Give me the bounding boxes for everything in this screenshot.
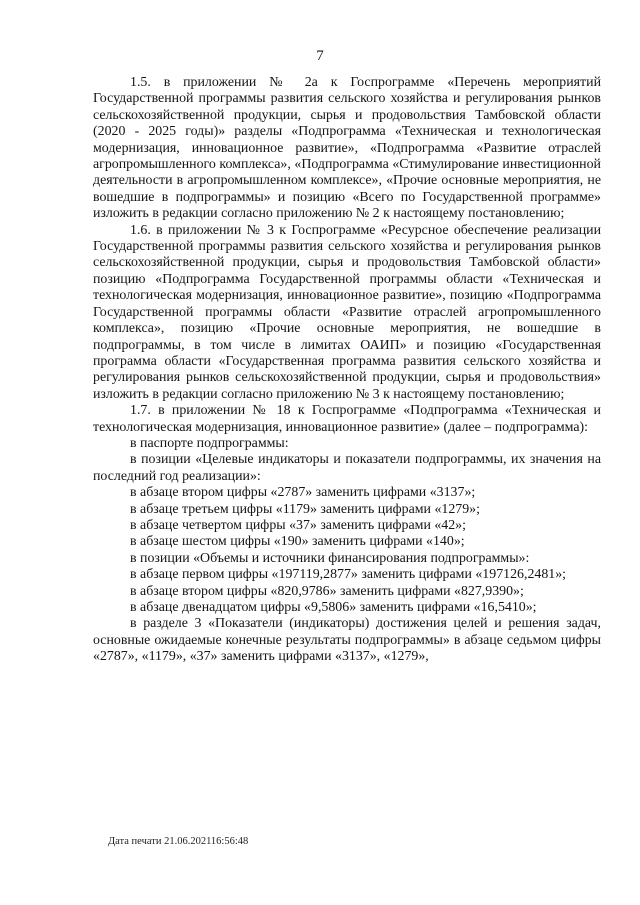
paragraph-fin-abzac-2: в абзаце втором цифры «820,9786» заменить цифрами «827,9390»;	[130, 583, 524, 599]
paragraph-section-3: в разделе 3 «Показатели (индикаторы) достижения целей и решения задач, основные ожидаемые конечные результаты подпрограммы» в абзаце седьмом цифры «2787», «1179», «37» заменить цифрами «3137», «1279»,	[93, 616, 601, 665]
print-date: Дата печати 21.06.202116:56:48	[108, 836, 249, 847]
paragraph-abzac-4: в абзаце четвертом цифры «37» заменить цифрами «42»;	[130, 517, 466, 533]
paragraph-target-indicators: в позиции «Целевые индикаторы и показатели подпрограммы, их значения на последний год реализации»:	[93, 452, 601, 484]
paragraph-passport: в паспорте подпрограммы:	[130, 435, 289, 451]
paragraph-1-5: 1.5. в приложении № 2а к Госпрограмме «Перечень мероприятий Государственной программы развития сельского хозяйства и регулирования рынков сельскохозяйственной продукции, сырья и продовольствия Тамбовской области (2020 - 2025 годы)» разделы «Подпрограмма «Техническая и технологическая модернизация, инновационное развитие», «Подпрограмма «Развитие отраслей агропромышленного комплекса», «Подпрограмма «Стимулирование инвестиционной деятельности в агропромышленном комплексе», «Прочие основные мероприятия, не вошедшие в подпрограммы» и позицию «Всего по Государственной программе» изложить в редакции согласно приложению № 2 к настоящему постановлению;	[93, 75, 601, 222]
page-number: 7	[316, 48, 324, 64]
document-body	[93, 75, 601, 666]
paragraph-abzac-6: в абзаце шестом цифры «190» заменить цифрами «140»;	[130, 534, 465, 550]
paragraph-fin-abzac-1: в абзаце первом цифры «197119,2877» заменить цифрами «197126,2481»;	[130, 567, 567, 583]
paragraph-1-7: 1.7. в приложении № 18 к Госпрограмме «Подпрограмма «Техническая и технологическая модернизация, инновационное развитие» (далее – подпрограмма):	[93, 403, 601, 435]
paragraph-1-6: 1.6. в приложении № 3 к Госпрограмме «Ресурсное обеспечение реализации Государственной программы развития сельского хозяйства и регулирования рынков сельскохозяйственной продукции, сырья и продовольствия Тамбовской области» позицию «Подпрограмма Государственной программы области «Техническая и технологическая модернизация, инновационное развитие», позицию «Подпрограмма Государственной программы области «Развитие отраслей агропромышленного комплекса», позицию «Прочие основные мероприятия, не вошедшие в подпрограммы, в том числе в лимитах ОАИП» и позицию «Государственная программа области «Государственная программа развития сельского хозяйства и регулирования рынков сельскохозяйственной продукции, сырья и продовольствия» изложить в редакции согласно приложению № 3 к настоящему постановлению;	[93, 222, 601, 402]
paragraph-financing: в позиции «Объемы и источники финансирования подпрограммы»:	[130, 550, 530, 566]
paragraph-fin-abzac-12: в абзаце двенадцатом цифры «9,5806» заменить цифрами «16,5410»;	[130, 600, 537, 615]
paragraph-abzac-3: в абзаце третьем цифры «1179» заменить цифрами «1279»;	[130, 501, 480, 517]
paragraph-abzac-2: в абзаце втором цифры «2787» заменить цифрами «3137»;	[130, 485, 476, 501]
